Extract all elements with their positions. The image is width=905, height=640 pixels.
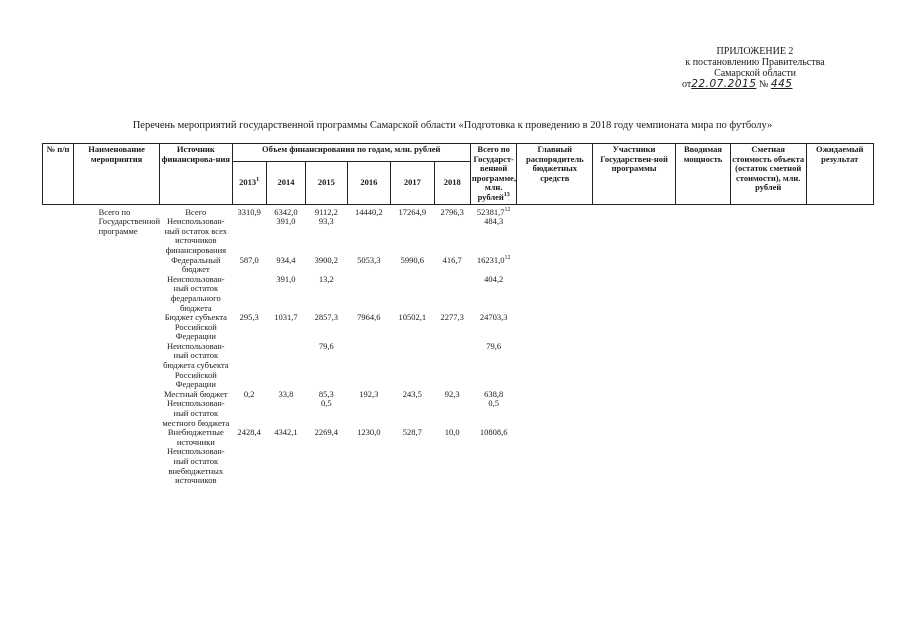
cell-source: Неиспользован-ный остаток местного бюджета (162, 398, 230, 428)
cell-value: 5990,6 (400, 254, 424, 265)
cell-source: Федеральный бюджет (171, 254, 221, 275)
annex-number: 445 (770, 78, 793, 90)
cell-participants (593, 342, 676, 390)
cell-value: 92,3 (444, 388, 460, 399)
cell-total: 79,6 (486, 340, 502, 351)
cell-result (806, 447, 873, 485)
cell-estimate (730, 313, 806, 342)
cell-value (434, 399, 470, 428)
cell-manager (517, 313, 593, 342)
cell-participants (593, 399, 676, 428)
cell-num (43, 447, 74, 485)
cell-value: 4342,1 (274, 427, 298, 438)
cell-num (43, 217, 74, 255)
cell-value: 587,0 (239, 254, 259, 265)
cell-value (266, 399, 305, 428)
cell-manager (517, 428, 593, 447)
cell-value: 79,6 (318, 340, 334, 351)
cell-participants (593, 256, 676, 275)
cell-result (806, 275, 873, 313)
cell-estimate (730, 217, 806, 255)
cell-estimate (730, 204, 806, 217)
cell-total: 0,5 (488, 398, 499, 409)
cell-value (266, 447, 305, 485)
cell-value: 10502,1 (398, 312, 427, 323)
cell-num (43, 313, 74, 342)
cell-capacity (675, 256, 730, 275)
cell-value: 10,0 (444, 427, 460, 438)
cell-num (43, 275, 74, 313)
cell-value: 9112,2 (314, 206, 338, 217)
cell-estimate (730, 256, 806, 275)
annex-from-prefix: от (682, 79, 692, 90)
table-row (43, 399, 874, 428)
cell-value: 17264,9 (398, 206, 427, 217)
cell-value (391, 399, 435, 428)
cell-value (232, 275, 266, 313)
cell-value (347, 399, 391, 428)
cell-value: 5053,3 (357, 254, 381, 265)
cell-total: 404,2 (484, 273, 504, 284)
cell-num (43, 428, 74, 447)
cell-value: 2277,3 (440, 312, 464, 323)
table-header (43, 144, 874, 205)
header-source: Источник финансирова-ния (160, 144, 233, 205)
cell-estimate (730, 447, 806, 485)
cell-total: 484,3 (484, 216, 504, 227)
cell-capacity (675, 275, 730, 313)
cell-manager (517, 390, 593, 400)
cell-capacity (675, 217, 730, 255)
annex-date: 22.07.2015 (691, 78, 757, 90)
cell-value (347, 342, 391, 390)
table-row (43, 447, 874, 485)
cell-source: Бюджет субъекта Российской Федерации (164, 312, 227, 342)
header-num: № п/п (43, 144, 74, 205)
cell-value (391, 447, 435, 485)
cell-result (806, 428, 873, 447)
header-capacity: Вводимая мощность (675, 144, 730, 205)
cell-num (43, 204, 74, 217)
annex-title: ПРИЛОЖЕНИЕ 2 (716, 46, 794, 57)
cell-total: 52381,7$^{12}$ (476, 206, 511, 217)
cell-manager (517, 342, 593, 390)
document-title: Перечень мероприятий государственной программы Самарской области «Подготовка к проведению в 2018 году чемпионата мира по футболу» (132, 120, 773, 131)
cell-value (391, 275, 435, 313)
cell-value: 13,2 (318, 273, 334, 284)
cell-capacity (675, 204, 730, 217)
cell-value (232, 399, 266, 428)
cell-source: Неиспользован-ный остаток всех источников финансирования (164, 216, 228, 255)
cell-capacity (675, 342, 730, 390)
cell-capacity (675, 390, 730, 400)
header-year-2013: 2013$^1$ (232, 161, 266, 204)
cell-value (232, 342, 266, 390)
cell-value (434, 217, 470, 255)
cell-manager (517, 275, 593, 313)
cell-value: 2269,4 (314, 427, 339, 438)
cell-value (266, 342, 305, 390)
table-row (43, 217, 874, 255)
header-name: Наименование мероприятия (74, 144, 160, 205)
cell-manager (517, 256, 593, 275)
cell-estimate (730, 275, 806, 313)
cell-value: 0,2 (243, 388, 255, 399)
header-year-2015: 2015 (306, 161, 347, 204)
cell-participants (593, 313, 676, 342)
cell-total: 24703,3 (479, 312, 508, 323)
cell-result (806, 313, 873, 342)
cell-value: 416,7 (442, 254, 462, 265)
cell-result (806, 390, 873, 400)
cell-value: 14440,2 (355, 206, 383, 217)
cell-value: 2428,4 (237, 427, 261, 438)
cell-participants (593, 428, 676, 447)
cell-value (391, 342, 435, 390)
header-participants: Участники Государствен-ной программы (593, 144, 676, 205)
cell-value: 528,7 (402, 427, 422, 438)
cell-value (347, 275, 391, 313)
cell-value (434, 447, 470, 485)
cell-result (806, 217, 873, 255)
cell-source: Неиспользован-ный остаток внебюджетных источников (166, 446, 225, 486)
cell-manager (517, 399, 593, 428)
cell-estimate (730, 428, 806, 447)
cell-value: 7964,6 (357, 312, 381, 323)
table-row (43, 256, 874, 275)
annex-line-2: Самарской области (714, 68, 796, 79)
header-result: Ожидаемый результат (806, 144, 873, 205)
cell-total: 16231,0$^{12}$ (476, 254, 511, 265)
cell-value: 6342,0 (274, 206, 298, 217)
cell-estimate (730, 399, 806, 428)
table-body (43, 204, 874, 486)
cell-value: 192,3 (359, 388, 379, 399)
cell-manager (517, 204, 593, 217)
cell-result (806, 256, 873, 275)
cell-manager (517, 217, 593, 255)
header-year-2016: 2016 (347, 161, 391, 204)
cell-value: 2857,3 (314, 312, 339, 323)
cell-value: 2796,3 (440, 206, 464, 217)
header-year-2014: 2014 (266, 161, 305, 204)
cell-num (43, 399, 74, 428)
cell-value (232, 217, 266, 255)
table-row (43, 275, 874, 313)
cell-num (43, 256, 74, 275)
annex-block (640, 46, 870, 90)
cell-participants (593, 275, 676, 313)
cell-num (43, 390, 74, 400)
cell-source: Всего (185, 206, 207, 217)
cell-num (43, 342, 74, 390)
header-volume-group: Объем финансирования по годам, млн. рублей (232, 144, 470, 162)
cell-source: Внебюджетные источники (167, 427, 224, 447)
table-row (43, 313, 874, 342)
cell-value (434, 275, 470, 313)
cell-result (806, 399, 873, 428)
cell-participants (593, 390, 676, 400)
header-total: Всего по Государст-венной программе, млн. рублей$^{13}$ (470, 144, 517, 205)
cell-value (347, 217, 391, 255)
cell-source: Неиспользован-ный остаток бюджета субъекта Российской Федерации (163, 340, 229, 390)
cell-participants (593, 217, 676, 255)
cell-value: 85,3 (318, 388, 334, 399)
cell-source: Местный бюджет (163, 388, 228, 399)
cell-value: 3310,9 (237, 206, 261, 217)
table-row (43, 428, 874, 447)
cell-result (806, 342, 873, 390)
annex-number-prefix: № (758, 79, 769, 90)
cell-value (232, 447, 266, 485)
cell-capacity (675, 313, 730, 342)
cell-value (391, 217, 435, 255)
cell-source: Неиспользован-ный остаток федерального бюджета (166, 273, 225, 313)
cell-value: 0,5 (321, 398, 332, 409)
cell-participants (593, 447, 676, 485)
cell-value: 1230,0 (357, 427, 381, 438)
cell-value: 295,3 (239, 312, 259, 323)
cell-value (347, 447, 391, 485)
cell-estimate (730, 342, 806, 390)
cell-value: 243,5 (402, 388, 422, 399)
cell-total: 10808,6 (479, 427, 508, 438)
cell-value (434, 342, 470, 390)
cell-value (306, 447, 347, 485)
cell-value: 33,8 (278, 388, 294, 399)
cell-capacity (675, 428, 730, 447)
cell-capacity (675, 399, 730, 428)
cell-value: 1031,7 (274, 312, 298, 323)
annex-signature-line (640, 79, 870, 90)
header-manager: Главный распорядитель бюджетных средств (517, 144, 593, 205)
cell-estimate (730, 390, 806, 400)
header-year-2018: 2018 (434, 161, 470, 204)
cell-capacity (675, 447, 730, 485)
annex-line-1: к постановлению Правительства (685, 57, 825, 68)
cell-value: 934,4 (276, 254, 296, 265)
cell-value: 391,0 (276, 273, 296, 284)
cell-participants (593, 204, 676, 217)
cell-program-name: Всего по Государственной программе (98, 206, 161, 236)
cell-value: 391,0 (276, 216, 296, 227)
cell-total (470, 447, 517, 485)
cell-manager (517, 447, 593, 485)
financing-table (42, 143, 874, 486)
cell-total: 638,8 (484, 388, 504, 399)
cell-value: 3900,2 (314, 254, 339, 265)
cell-value: 93,3 (318, 216, 334, 227)
header-estimate: Сметная стоимость объекта (остаток сметной стоимости), млн. рублей (730, 144, 806, 205)
header-year-2017: 2017 (391, 161, 435, 204)
cell-result (806, 204, 873, 217)
table-row (43, 342, 874, 390)
